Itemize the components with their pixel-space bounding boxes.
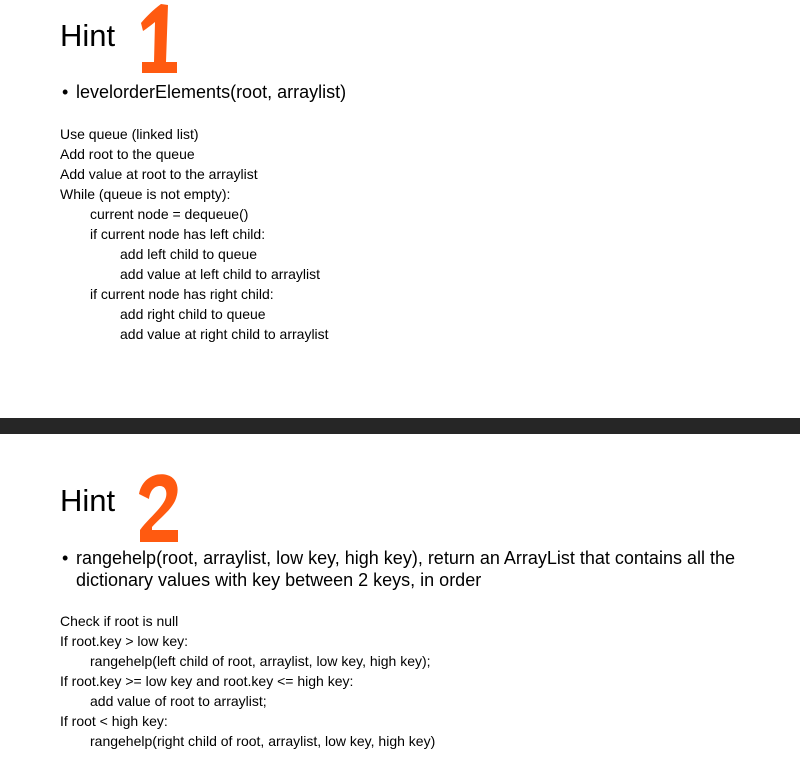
- hint-1-title: Hint: [60, 18, 116, 53]
- code-line: Add value at root to the arraylist: [60, 166, 258, 182]
- code-line: If root.key >= low key and root.key <= high key:: [60, 673, 354, 689]
- code-line: add value of root to arraylist;: [90, 693, 267, 709]
- code-line: add left child to queue: [120, 246, 257, 262]
- code-line: add value at left child to arraylist: [120, 266, 320, 282]
- bullet-dot: •: [62, 548, 69, 568]
- code-line: While (queue is not empty):: [60, 186, 231, 202]
- code-line: add value at right child to arraylist: [120, 326, 329, 342]
- hint-1-number: [137, 2, 181, 74]
- code-line: if current node has left child:: [90, 226, 266, 242]
- hint-2-number: [136, 472, 180, 544]
- hint-1-bullet-text: levelorderElements(root, arraylist): [76, 82, 347, 102]
- code-line: Add root to the queue: [60, 146, 195, 162]
- hint-2-pseudocode: [60, 611, 435, 751]
- hint-1-pseudocode: [60, 124, 329, 344]
- code-line: If root.key > low key:: [60, 633, 188, 649]
- code-line: Use queue (linked list): [60, 126, 199, 142]
- hint-2-bullet-text: rangehelp(root, arraylist, low key, high key), return an ArrayList that contains all the dictionary values with key between 2 keys, in order: [76, 548, 735, 590]
- code-line: Check if root is null: [60, 613, 179, 629]
- code-line: add right child to queue: [120, 306, 266, 322]
- code-line: rangehelp(right child of root, arraylist, low key, high key): [90, 733, 436, 749]
- code-line: current node = dequeue(): [90, 206, 249, 222]
- code-line: If root < high key:: [60, 713, 168, 729]
- bullet-dot: •: [62, 82, 69, 102]
- code-line: rangehelp(left child of root, arraylist, low key, high key);: [90, 653, 431, 669]
- hint-2-bullet: [62, 547, 772, 591]
- hint-2-slide: [0, 434, 800, 766]
- hint-2-title: Hint: [60, 483, 116, 518]
- slide-divider: [0, 418, 800, 434]
- hint-1-bullet: [62, 81, 772, 103]
- code-line: if current node has right child:: [90, 286, 274, 302]
